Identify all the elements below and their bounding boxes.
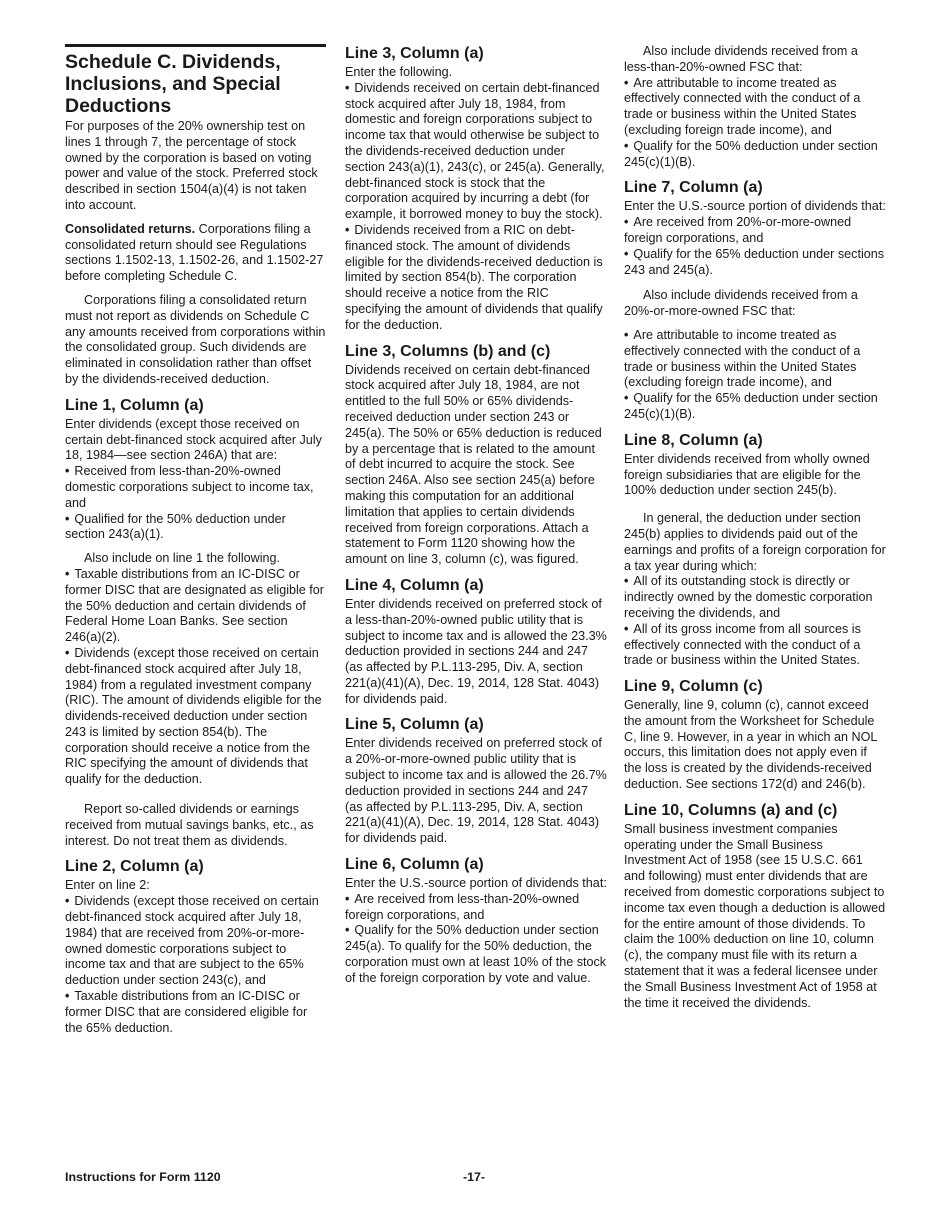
bullet-icon: • [345,891,350,906]
line10-text: Small business investment companies operating under the Small Business Investment Act of 1958 (see 15 U.S.C. 661 and following) must enter dividends that are received from domestic corporations subject to income tax even though a deduction is allowed for the entire amount of those dividends. To claim the 100% deduction on line 10, column (c), the company must file with its return a statement that it was a federal licensee under the Small Business Investment Act of 1958 at the time it received the dividends. [624,821,886,1010]
line3a-heading: Line 3, Column (a) [345,45,484,62]
line7-intro: Enter the U.S.-source portion of dividends that: [624,199,886,214]
list-item: • Qualify for the 65% deduction under sections 243 and 245(a). [624,246,885,277]
footer-page-number: -17- [463,1170,486,1184]
list-item: • Dividends (except those received on certain debt-financed stock acquired after July 18, 1984) from a regulated investment company (RIC). The amount of dividends eligible for the dividends-received deduction under section 243 is limited by section 854(b). The corporation should receive a notice from the RIC specifying the amount of dividends that qualify for the deduction. [65,645,322,787]
line9-text: Generally, line 9, column (c), cannot exceed the amount from the Worksheet for Schedule C, line 9. However, in a year in which an NOL occurs, this limitation does not apply even if the loss is created by the dividends-received deduction. See sections 172(d) and 246(b). [624,698,877,792]
list-item: • Qualify for the 50% deduction under section 245(a). To qualify for the 50% deduction, the corporation must own at least 10% of the stock of the foreign corporation by vote and value. [345,923,607,985]
fsc-less-than-20-bullet-list [624,76,886,171]
line1-report: Report so-called dividends or earnings received from mutual savings banks, etc., as interest. Do not treat them as dividends. [65,802,314,848]
list-item: • Received from less-than-20%-owned domestic corporations subject to income tax, and [65,464,314,510]
bullet-icon: • [65,464,70,479]
bullet-icon: • [65,566,70,581]
line1-also: Also include on line 1 the following. [84,551,281,566]
list-item: • Qualified for the 50% deduction under section 243(a)(1). [65,511,286,542]
line10-heading: Line 10, Columns (a) and (c) [624,801,838,819]
consolidated-returns-p2: Corporations filing a consolidated return must not report as dividends on Schedule C any amounts received from corporations within the consolidated group. Such dividends are eliminated in consolidation rather than offset by the dividends-received deduction. [65,292,326,386]
consolidated-returns-paragraph [65,222,327,285]
bullet-icon: • [345,222,350,237]
list-item: • All of its gross income from all sources is effectively connected with the conduct of a trade or business within the United States. [624,621,861,668]
fsc-20-or-more-intro: Also include dividends received from a 20%-or-more-owned FSC that: [624,288,858,319]
column-2 [345,44,607,987]
list-item: • Dividends received on certain debt-financed stock acquired after July 18, 1984, from domestic and foreign corporations subject to income tax that would otherwise be subject to the dividends-received deduction under section 243(a)(1), 243(c), or 245(a). Generally, debt-financed stock is stock that the corporation acquired by incurring a debt (for example, it borrowed money to buy the stock). [345,80,605,222]
list-item: • Are attributable to income treated as effectively connected with the conduct of a trade or business within the United States (excluding foreign trade income), and [624,75,861,137]
line8-bullet-list [624,574,886,669]
list-item: • Qualify for the 65% deduction under section 245(c)(1)(B). [624,391,878,421]
bullet-icon: • [65,894,70,909]
line3bc-heading: Line 3, Columns (b) and (c) [345,342,551,360]
line6-heading: Line 6, Column (a) [345,856,484,874]
bullet-icon: • [624,138,629,153]
bullet-icon: • [345,80,350,95]
bullet-icon: • [624,215,629,230]
bullet-icon: • [624,246,629,261]
line3a-bullet-list [345,81,607,334]
line3bc-text: Dividends received on certain debt-financed stock acquired after July 18, 1984, are not entitled to the full 50% or 65% dividends-received deduction under section 243 or 245(a). The 50% or 65% deduction is reduced by a percentage that is related to the amount of debt incurred to acquire the stock. See section 246A. Also see section 245(a) before making this computation for an additional limitation that applies to certain dividends received from foreign corporations. Attach a statement to Form 1120 showing how the amount on line 3, column (c), was figured. [345,362,602,567]
line1-bullet-list [65,464,327,543]
line4-text: Enter dividends received on preferred stock of a less-than-20%-owned public utility that is subject to income tax and is allowed the 23.3% deduction provided in sections 244 and 247 (as affected by P.L.113-295, Div. A, section 221(a)(41)(A), Dec. 19, 2014, 128 Stat. 4043) for dividends paid. [345,596,607,706]
bullet-icon: • [65,645,70,660]
fsc-20-or-more-bullet-list [624,328,886,423]
line5-text: Enter dividends received on preferred stock of a 20%-or-more-owned public utility that is subject to income tax and is allowed the 26.7% deduction provided in sections 244 and 247 (as affected by P.L.113-295, Div. A, section 221(a)(41)(A), Dec. 19, 2014, 128 Stat. 4043) for dividends paid. [345,736,607,846]
bullet-icon: • [65,989,70,1004]
bullet-icon: • [65,511,70,526]
column-1 [65,42,327,1036]
line3a-intro: Enter the following. [345,65,453,79]
list-item: • Qualify for the 50% deduction under section 245(c)(1)(B). [624,138,878,169]
list-item: • Dividends (except those received on certain debt-financed stock acquired after July 18, 1984) that are received from 20%-or-more-owned domestic corporations subject to income tax and that are subject to the 65% deduction under section 243(c), and [65,894,319,988]
line2-intro: Enter on line 2: [65,878,150,893]
column-3 [624,44,886,1015]
line8-general: In general, the deduction under section 245(b) applies to dividends paid out of the earnings and profits of a foreign corporation for a tax year during which: [624,511,886,573]
schedule-c-title: Schedule C. Dividends, Inclusions, and Special Deductions [65,51,281,117]
line1-intro: Enter dividends (except those received on certain debt-financed stock acquired after July 18, 1984—see section 246A) that are: [65,416,322,463]
line8-heading: Line 8, Column (a) [624,431,763,449]
line7-heading: Line 7, Column (a) [624,179,763,197]
line4-heading: Line 4, Column (a) [345,576,484,594]
line2-bullet-list [65,894,327,1036]
consolidated-returns-label: Consolidated returns. [65,221,196,236]
bullet-icon: • [624,391,629,406]
list-item: • Taxable distributions from an IC-DISC or former DISC that are designated as eligible for the 50% deduction and certain dividends of Federal Home Loan Banks. See section 246(a)(2). [65,566,325,645]
fsc-less-than-20-intro: Also include dividends received from a less-than-20%-owned FSC that: [624,44,858,74]
list-item: • Taxable distributions from an IC-DISC or former DISC that are considered eligible for the 65% deduction. [65,989,308,1035]
list-item: • Are attributable to income treated as effectively connected with the conduct of a trade or business within the United States (excluding foreign trade income), and [624,327,861,390]
line2-heading: Line 2, Column (a) [65,858,204,876]
bullet-icon: • [345,923,350,938]
line5-heading: Line 5, Column (a) [345,716,484,734]
line9-heading: Line 9, Column (c) [624,678,763,696]
bullet-icon: • [624,621,629,636]
line6-intro: Enter the U.S.-source portion of dividends that: [345,876,607,891]
line8-text: Enter dividends received from wholly owned foreign subsidiaries that are eligible for the 100% deduction under section 245(b). [624,451,870,498]
line1-heading: Line 1, Column (a) [65,396,204,414]
bullet-icon: • [624,574,629,589]
ownership-intro: For purposes of the 20% ownership test on lines 1 through 7, the percentage of stock owned by the corporation is based on voting power and value of the stock. Preferred stock described in section 1504(a)(4) is not taken into account. [65,119,318,212]
line7-bullet-list [624,215,886,278]
list-item: • All of its outstanding stock is directly or indirectly owned by the domestic corporation receiving the dividends, and [624,574,873,620]
bullet-icon: • [624,327,629,342]
line6-bullet-list [345,892,607,987]
footer-form-title: Instructions for Form 1120 [65,1170,221,1184]
consolidated-returns-text: Corporations filing a consolidated return should see Regulations sections 1.1502-13, 1.1502-26, and 1.1502-27 before completing Schedule C. [65,221,324,284]
bullet-icon: • [624,75,629,90]
line1-also-bullet-list [65,567,327,788]
list-item: • Dividends received from a RIC on debt-financed stock. The amount of dividends eligible for the dividends-received deduction is limited by section 854(b). The corporation should receive a notice from the RIC specifying the amount of dividends that qualify for the deduction. [345,222,603,332]
list-item: • Are received from less-than-20%-owned foreign corporations, and [345,891,580,922]
list-item: • Are received from 20%-or-more-owned foreign corporations, and [624,215,852,245]
